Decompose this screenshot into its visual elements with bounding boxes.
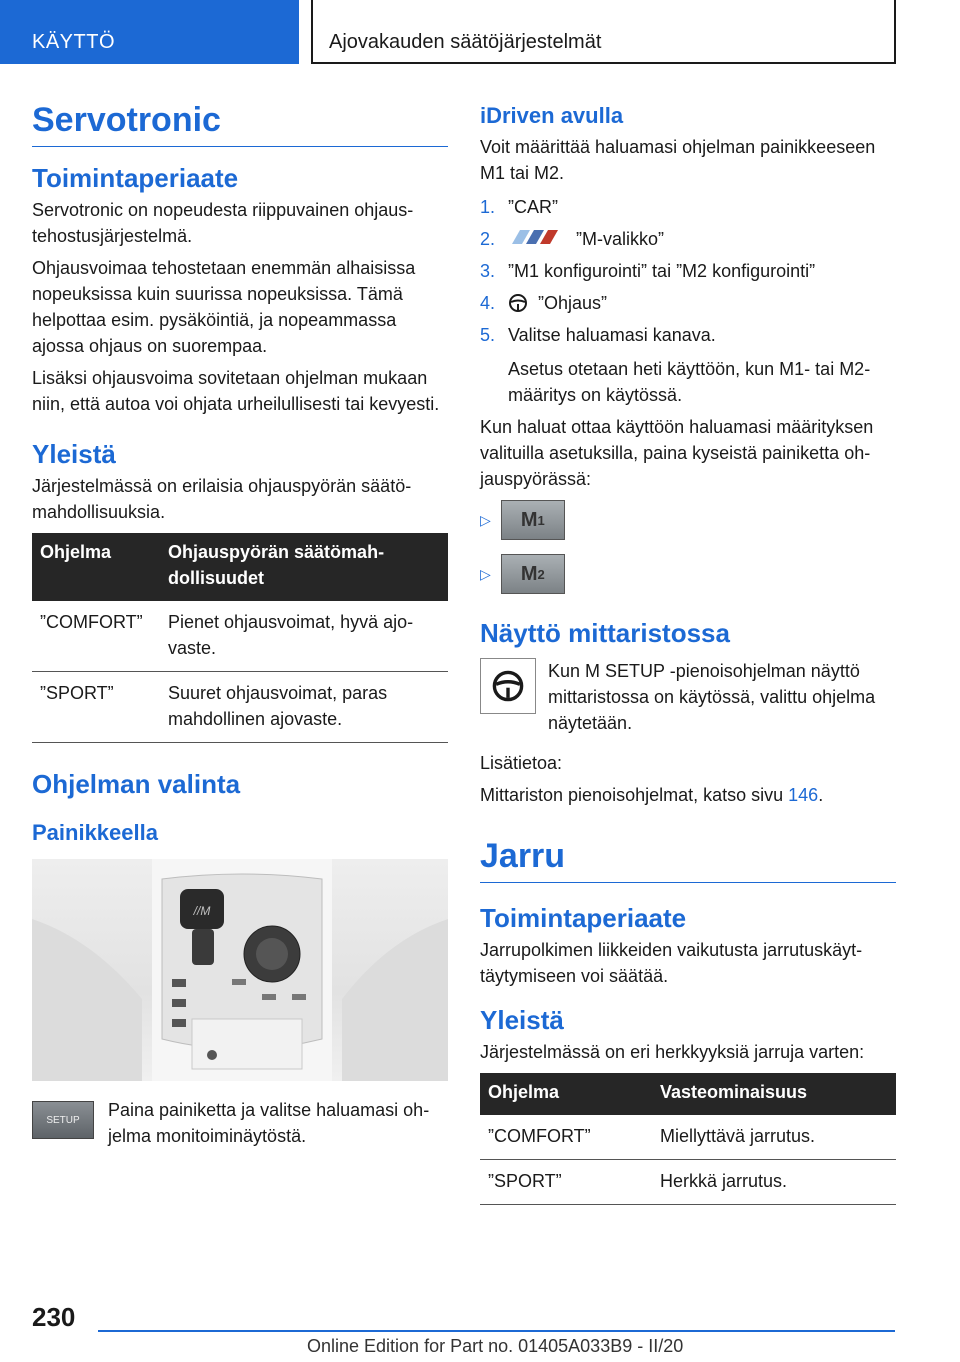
m-menu-icon (508, 226, 564, 248)
list-item (480, 322, 896, 348)
list-item (480, 258, 896, 284)
more-info-sentence: Mittariston pienoisohjelmat, katso sivu (480, 785, 784, 805)
table-header-cell: Ohjelma (32, 533, 160, 601)
more-info-text: Mittariston pienoisohjelmat, katso sivu 146. (480, 785, 824, 805)
heading-principle: Toimintaperiaate (32, 163, 239, 193)
table-header-cell: Ohjelma (480, 1073, 652, 1115)
heading-instrument-display: Näyttö mittaristossa (480, 618, 730, 648)
section-title-servotronic: Servotronic (32, 100, 448, 147)
step-number: 2. (480, 229, 496, 249)
page-number: 230 (32, 1302, 76, 1332)
display-instruction (480, 658, 896, 742)
step-number: 5. (480, 325, 496, 345)
idrive-steps (480, 194, 896, 348)
steering-wheel-icon (508, 293, 528, 313)
step-text: ”Ohjaus” (538, 293, 608, 313)
paragraph: Järjestelmässä on eri herkkyyksiä jarruja varten: (480, 1042, 865, 1062)
paragraph: Servotronic on nopeudesta riippuvainen ohjaustehostusjärjestelmä. (32, 200, 414, 246)
heading-idrive: iDriven avulla (480, 103, 624, 128)
table-cell: ”SPORT” (32, 672, 160, 743)
heading-with-button: Painikkeella (32, 820, 158, 845)
table-header-row (32, 533, 448, 601)
list-item (480, 194, 896, 220)
page-link[interactable]: 146 (788, 785, 819, 805)
m2-row (480, 554, 896, 594)
step-text: Valitse haluamasi kanava. (508, 325, 716, 345)
chapter-title: Ajovakauden säätöjärjestelmät (311, 0, 896, 64)
step-text: ”M-valikko” (576, 229, 664, 249)
table-header-cell: Vasteominaisuus (652, 1073, 896, 1115)
center-console-illustration (32, 859, 448, 1081)
setup-button-icon: SETUP (32, 1101, 94, 1139)
paragraph: Kun haluat ottaa käyttöön haluamasi määrityksen valituilla asetuksilla, paina kyseistä painiketta ohjauspyörässä: (480, 417, 874, 489)
svg-text://M: //M (193, 904, 211, 918)
heading-program-selection: Ohjelman valinta (32, 769, 241, 799)
brake-program-table (480, 1073, 896, 1205)
table-row (32, 601, 448, 672)
table-row (480, 1160, 896, 1205)
paragraph: Lisäksi ohjausvoima sovitetaan ohjelman mukaan niin, että autoa voi ohjata urheilullisesti tai kevyesti. (32, 368, 440, 414)
paragraph: Kun M SETUP -pienoisohjelman näyttö mittaristossa on käytössä, valittu ohjelma näytetään. (548, 661, 876, 733)
paragraph: Ohjausvoimaa tehostetaan enemmän alhaisissa nopeuksissa kuin suurissa nopeuksissa. Tämä helpottaa esim. pysäköintiä, ja nopeammassa ajossa ohjaus on suorempaa. (32, 258, 416, 356)
edition-text: Online Edition for Part no. 01405A033B9 - II/20 (307, 1336, 684, 1356)
paragraph: Voit määrittää haluamasi ohjelman painikkeeseen M1 tai M2. (480, 137, 876, 183)
setup-instruction (32, 1097, 448, 1155)
bullet-triangle-icon: ▷ (480, 565, 491, 582)
footer-divider (98, 1330, 895, 1332)
list-item (480, 226, 896, 252)
table-header-cell: Ohjauspyörän säätömahdollisuudet (160, 533, 448, 601)
paragraph: Paina painiketta ja valitse haluamasi ohjelma monitoiminäytöstä. (108, 1100, 430, 1146)
m2-button-icon: M 2 (501, 554, 565, 594)
paragraph: Järjestelmässä on erilaisia ohjauspyörän säätömahdollisuuksia. (32, 476, 412, 522)
section-tab[interactable]: KÄYTTÖ (0, 0, 299, 64)
table-cell: Miellyttävä jarrutus. (652, 1115, 896, 1160)
page-header (0, 0, 960, 66)
heading-general: Yleistä (32, 439, 116, 469)
table-row (480, 1115, 896, 1160)
step-number: 3. (480, 261, 496, 281)
right-column (480, 100, 896, 1205)
table-cell: Suuret ohjausvoimat, paras mahdollinen ajovaste. (160, 672, 448, 743)
step-number: 1. (480, 197, 496, 217)
table-cell: Herkkä jarrutus. (652, 1160, 896, 1205)
more-info-label: Lisätietoa: (480, 753, 563, 773)
heading-general: Yleistä (480, 1005, 564, 1035)
table-row (32, 672, 448, 743)
left-column (32, 100, 448, 1161)
m1-button-icon: M 1 (501, 500, 565, 540)
bullet-triangle-icon: ▷ (480, 511, 491, 528)
step-text: ”M1 konfigurointi” tai ”M2 konfigurointi” (508, 261, 816, 281)
step-number: 4. (480, 293, 496, 313)
heading-principle: Toimintaperiaate (480, 903, 687, 933)
table-cell: Pienet ohjausvoimat, hyvä ajovaste. (160, 601, 448, 672)
table-cell: ”SPORT” (480, 1160, 652, 1205)
list-item (480, 290, 896, 316)
step-note: Asetus otetaan heti käyttöön, kun M1- tai M2-määritys on käytössä. (508, 359, 871, 405)
table-cell: ”COMFORT” (480, 1115, 652, 1160)
section-title-brake: Jarru (480, 836, 896, 883)
step-text: ”CAR” (508, 197, 558, 217)
steering-display-icon (480, 658, 536, 714)
table-cell: ”COMFORT” (32, 601, 160, 672)
center-console-image (32, 859, 448, 1081)
paragraph: Jarrupolkimen liikkeiden vaikutusta jarrutuskäyttäytymiseen voi säätää. (480, 940, 863, 986)
steering-program-table (32, 533, 448, 743)
table-header-row (480, 1073, 896, 1115)
m1-row (480, 500, 896, 540)
